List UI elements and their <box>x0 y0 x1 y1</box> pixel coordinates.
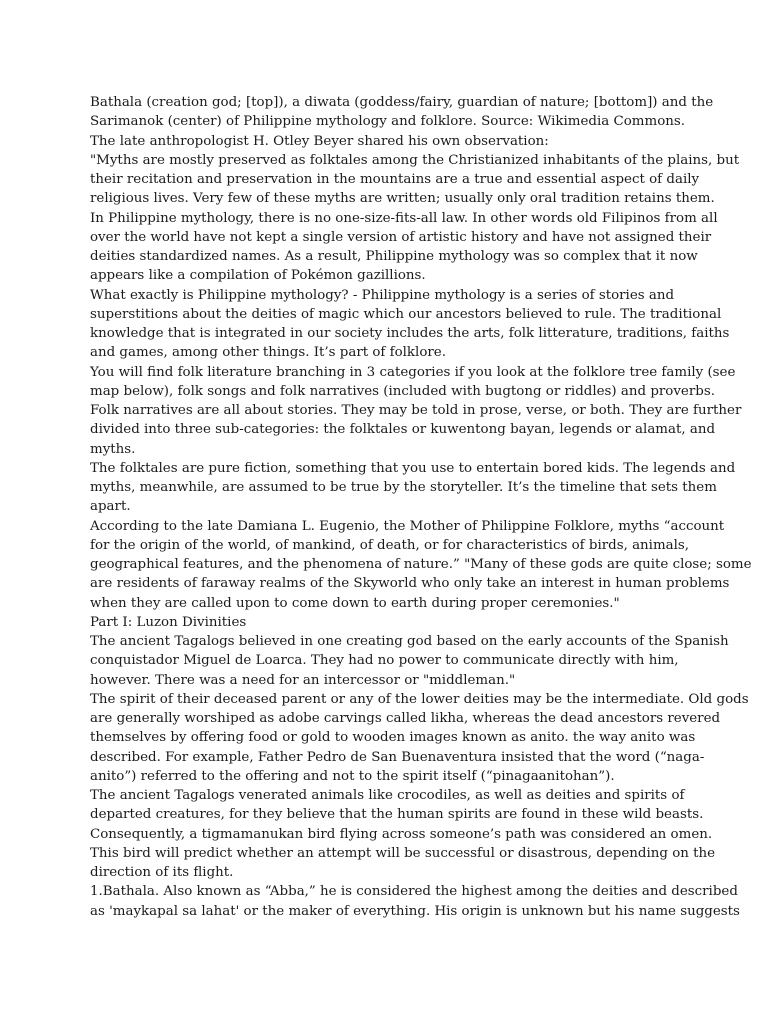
text-line: as 'maykapal sa lahat' or the maker of everything. His origin is unknown but his name suggests <box>90 903 740 919</box>
text-line: You will find folk literature branching in 3 categories if you look at the folklore tree family (see <box>90 364 736 380</box>
text-line: The late anthropologist H. Otley Beyer shared his own observation: <box>90 133 549 149</box>
text-line: Sarimanok (center) of Philippine mythology and folklore. Source: Wikimedia Commons. <box>90 114 686 130</box>
text-line: The spirit of their deceased parent or any of the lower deities may be the intermediate. Old gods <box>90 691 749 707</box>
text-line: themselves by offering food or gold to wooden images known as anito. the way anito was <box>90 730 696 746</box>
paragraph-quote <box>90 151 740 209</box>
paragraph <box>90 209 718 286</box>
paragraph <box>90 632 729 690</box>
text-line: over the world have not kept a single version of artistic history and have not assigned their <box>90 229 712 245</box>
text-line: anito”) referred to the offering and not to the spirit itself (“pinagaanitohan”). <box>90 768 615 784</box>
text-line: What exactly is Philippine mythology? - Philippine mythology is a series of stories and <box>90 287 675 303</box>
text-line: described. For example, Father Pedro de San Buenaventura insisted that the word (“naga- <box>90 749 705 765</box>
paragraph <box>90 401 742 459</box>
text-line: are generally worshiped as adobe carvings called likha, whereas the dead ancestors revered <box>90 711 721 726</box>
section-heading <box>90 613 680 632</box>
text-line: when they are called upon to come down to earth during proper ceremonies." <box>90 595 620 611</box>
text-line: The folktales are pure fiction, something that you use to entertain bored kids. The legends and <box>90 460 736 476</box>
text-line: According to the late Damiana L. Eugenio, the Mother of Philippine Folklore, myths “account <box>90 518 725 534</box>
text-line: 1.Bathala. Also known as “Abba,” he is considered the highest among the deities and described <box>90 884 738 900</box>
paragraph <box>90 786 716 882</box>
text-line: geographical features, and the phenomena of nature.” "Many of these gods are quite close; some <box>90 557 752 572</box>
text-line: Consequently, a tigmamanukan bird flying across someone’s path was considered an omen. <box>90 826 713 842</box>
paragraph <box>90 690 749 786</box>
text-line: their recitation and preservation in the mountains are a true and essential aspect of daily <box>90 172 700 187</box>
text-line: map below), folk songs and folk narratives (included with bugtong or riddles) and proverbs. <box>90 383 715 399</box>
text-line: are residents of faraway realms of the Skyworld who only take an interest in human problems <box>90 576 730 592</box>
text-line: The ancient Tagalogs believed in one creating god based on the early accounts of the Spanish <box>90 634 729 649</box>
text-line: In Philippine mythology, there is no one-size-fits-all law. In other words old Filipinos from all <box>90 210 718 226</box>
text-line: Folk narratives are all about stories. They may be told in prose, verse, or both. They are further <box>90 403 742 418</box>
paragraph <box>90 363 736 402</box>
paragraph <box>90 286 730 363</box>
text-line: divided into three sub-categories: the folktales or kuwentong bayan, legends or alamat, and <box>90 422 716 438</box>
text-line: myths, meanwhile, are assumed to be true by the storyteller. It’s the timeline that sets them <box>90 480 717 495</box>
text-line: myths. <box>90 441 136 457</box>
text-line: apart. <box>90 499 131 515</box>
text-line: deities standardized names. As a result, Philippine mythology was so complex that it now <box>90 249 698 264</box>
text-line: religious lives. Very few of these myths are written; usually only oral tradition retains them. <box>90 191 715 207</box>
text-line: Bathala (creation god; [top]), a diwata (goddess/fairy, guardian of nature; [bottom]) and the <box>90 95 714 110</box>
paragraph <box>90 132 680 151</box>
text-line: departed creatures, for they believe that the human spirits are found in these wild beasts. <box>90 807 704 823</box>
text-line: however. There was a need for an intercessor or "middleman." <box>90 672 516 688</box>
text-line: "Myths are mostly preserved as folktales among the Christianized inhabitants of the plains, but <box>90 152 740 168</box>
text-line: Part I: Luzon Divinities <box>90 614 247 630</box>
text-line: appears like a compilation of Pokémon gazillions. <box>90 268 426 284</box>
text-line: The ancient Tagalogs venerated animals like crocodiles, as well as deities and spirits of <box>90 788 685 803</box>
text-line: direction of its flight. <box>90 865 234 880</box>
text-line: knowledge that is integrated in our society includes the arts, folk litterature, traditions, faiths <box>90 326 730 341</box>
paragraph <box>90 517 752 613</box>
text-line: superstitions about the deities of magic which our ancestors believed to rule. The traditional <box>90 306 722 322</box>
paragraph <box>90 459 736 517</box>
text-line: conquistador Miguel de Loarca. They had no power to communicate directly with him, <box>90 653 679 669</box>
text-line: This bird will predict whether an attempt will be successful or disastrous, depending on the <box>90 845 716 861</box>
document-body <box>90 93 752 921</box>
paragraph-caption <box>90 93 714 132</box>
text-line: and games, among other things. It’s part of folklore. <box>90 345 446 361</box>
paragraph <box>90 882 740 921</box>
text-line: for the origin of the world, of mankind, of death, or for characteristics of birds, animals, <box>90 537 690 553</box>
